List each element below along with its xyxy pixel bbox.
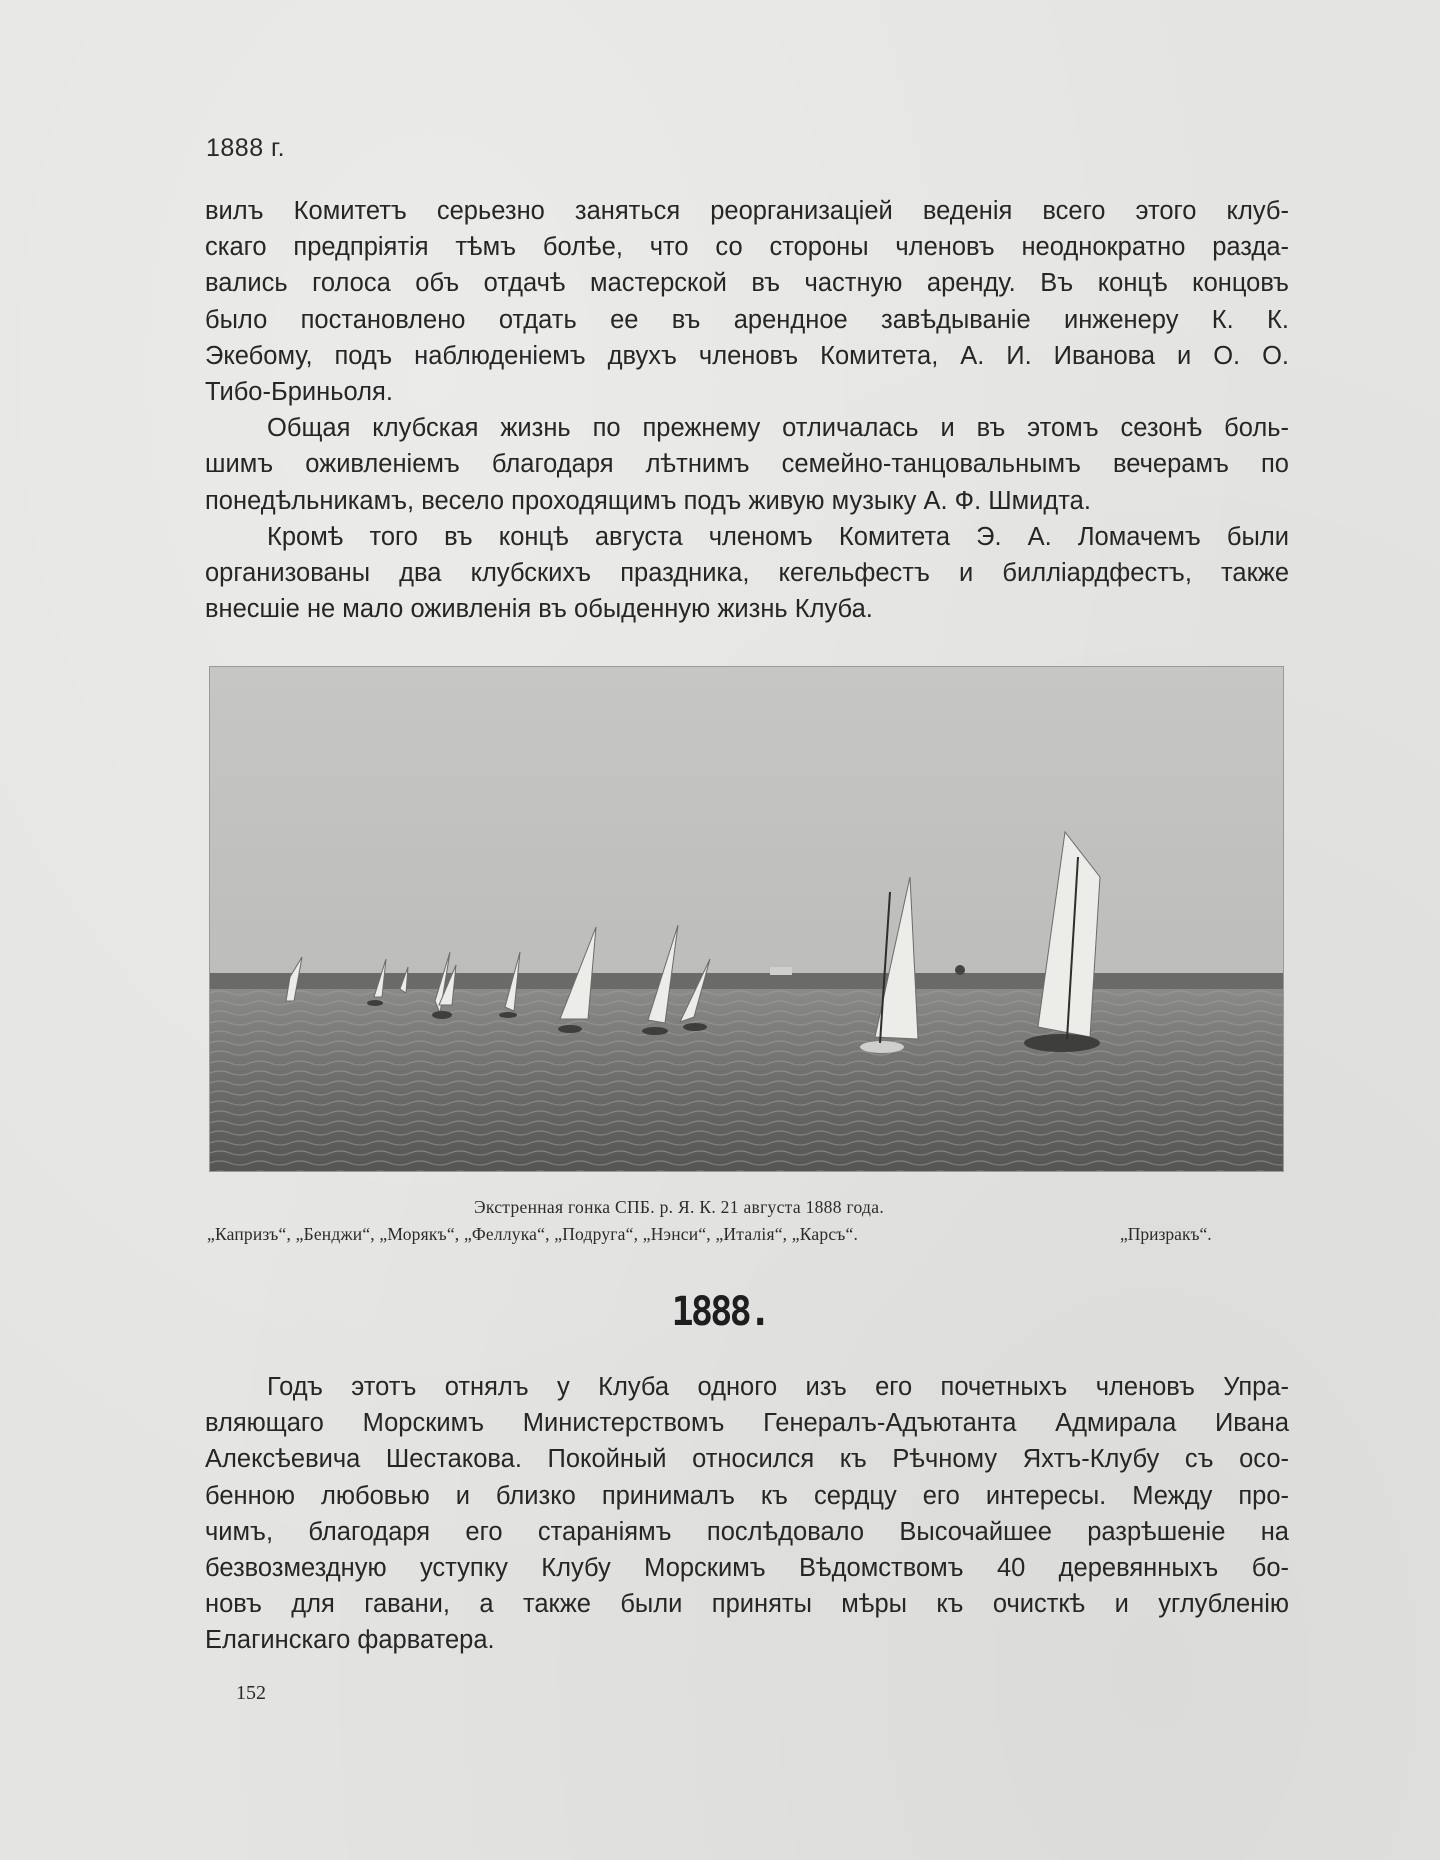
text-line: безвозмездную уступку Клубу Морскимъ Вѣдомствомъ 40 деревянныхъ бо- — [205, 1553, 1289, 1582]
section-heading-year: 1888. — [671, 1289, 769, 1335]
text-line: организованы два клубскихъ праздника, кегельфестъ и билліардфестъ, также — [205, 558, 1289, 587]
text-line: вались голоса объ отдачѣ мастерской въ частную аренду. Въ концѣ концовъ — [205, 269, 1289, 298]
regatta-photo — [209, 666, 1284, 1172]
text-line: вилъ Комитетъ серьезно заняться реорганизацiей веденiя всего этого клуб- — [205, 197, 1289, 225]
text-line: скаго предпрiятiя тѣмъ болѣе, что со стороны членовъ неоднократно разда- — [205, 233, 1289, 262]
caption-title: Экстренная гонка СПБ. р. Я. К. 21 августа 1888 года. — [474, 1197, 884, 1217]
text-line: Тибо-Бриньоля. — [205, 377, 393, 406]
text-line: новъ для гавани, а также были приняты мѣры къ очисткѣ и углубленію — [205, 1590, 1289, 1619]
text-line: внесшiе не мало оживленiя въ обыденную жизнь Клуба. — [205, 595, 873, 624]
page-number: 152 — [236, 1682, 266, 1704]
text-line: чимъ, благодаря его стараніямъ послѣдовало Высочайшее разрѣшеніе на — [205, 1517, 1289, 1546]
paragraph-block-top — [205, 193, 1289, 627]
text-line: Кромѣ того въ концѣ августа членомъ Комитета Э. А. Ломачемъ были — [267, 522, 1289, 551]
text-line: Елагинскаго фарватера. — [205, 1626, 495, 1655]
text-line: вляющаго Морскимъ Министерствомъ Генералъ-Адъютанта Адмирала Ивана — [205, 1409, 1289, 1438]
text-line: Алексѣевича Шестакова. Покойный относился къ Рѣчному Яхтъ-Клубу съ осо- — [205, 1445, 1289, 1474]
text-line: понедѣльникамъ, весело проходящимъ подъ живую музыку А. Ф. Шмидта. — [205, 486, 1091, 515]
text-line: Годъ этотъ отнялъ у Клуба одного изъ его почетныхъ членовъ Упра- — [267, 1373, 1289, 1401]
caption-yacht-name-last: „Призракъ“. — [1120, 1224, 1212, 1244]
sailboats-illustration — [210, 667, 1283, 1171]
text-line: Общая клубская жизнь по прежнему отличалась и въ этомъ сезонѣ боль- — [267, 414, 1289, 443]
running-head: 1888 г. — [206, 134, 286, 162]
text-line: было постановлено отдать ее въ арендное завѣдыванiе инженеру К. К. — [205, 305, 1289, 334]
caption-yacht-names: „Капризъ“, „Бенджи“, „Морякъ“, „Феллука“, „Подруга“, „Нэнси“, „Италія“, „Карсъ“. — [207, 1224, 859, 1244]
text-line: Экебому, подъ наблюденiемъ двухъ членовъ Комитета, А. И. Иванова и О. О. — [205, 341, 1289, 370]
paragraph-block-bottom — [205, 1369, 1289, 1659]
text-line: шимъ оживленiемъ благодаря лѣтнимъ семейно-танцовальнымъ вечерамъ по — [205, 450, 1289, 479]
text-line: бенною любовью и близко принималъ къ сердцу его интересы. Между про- — [205, 1481, 1289, 1510]
